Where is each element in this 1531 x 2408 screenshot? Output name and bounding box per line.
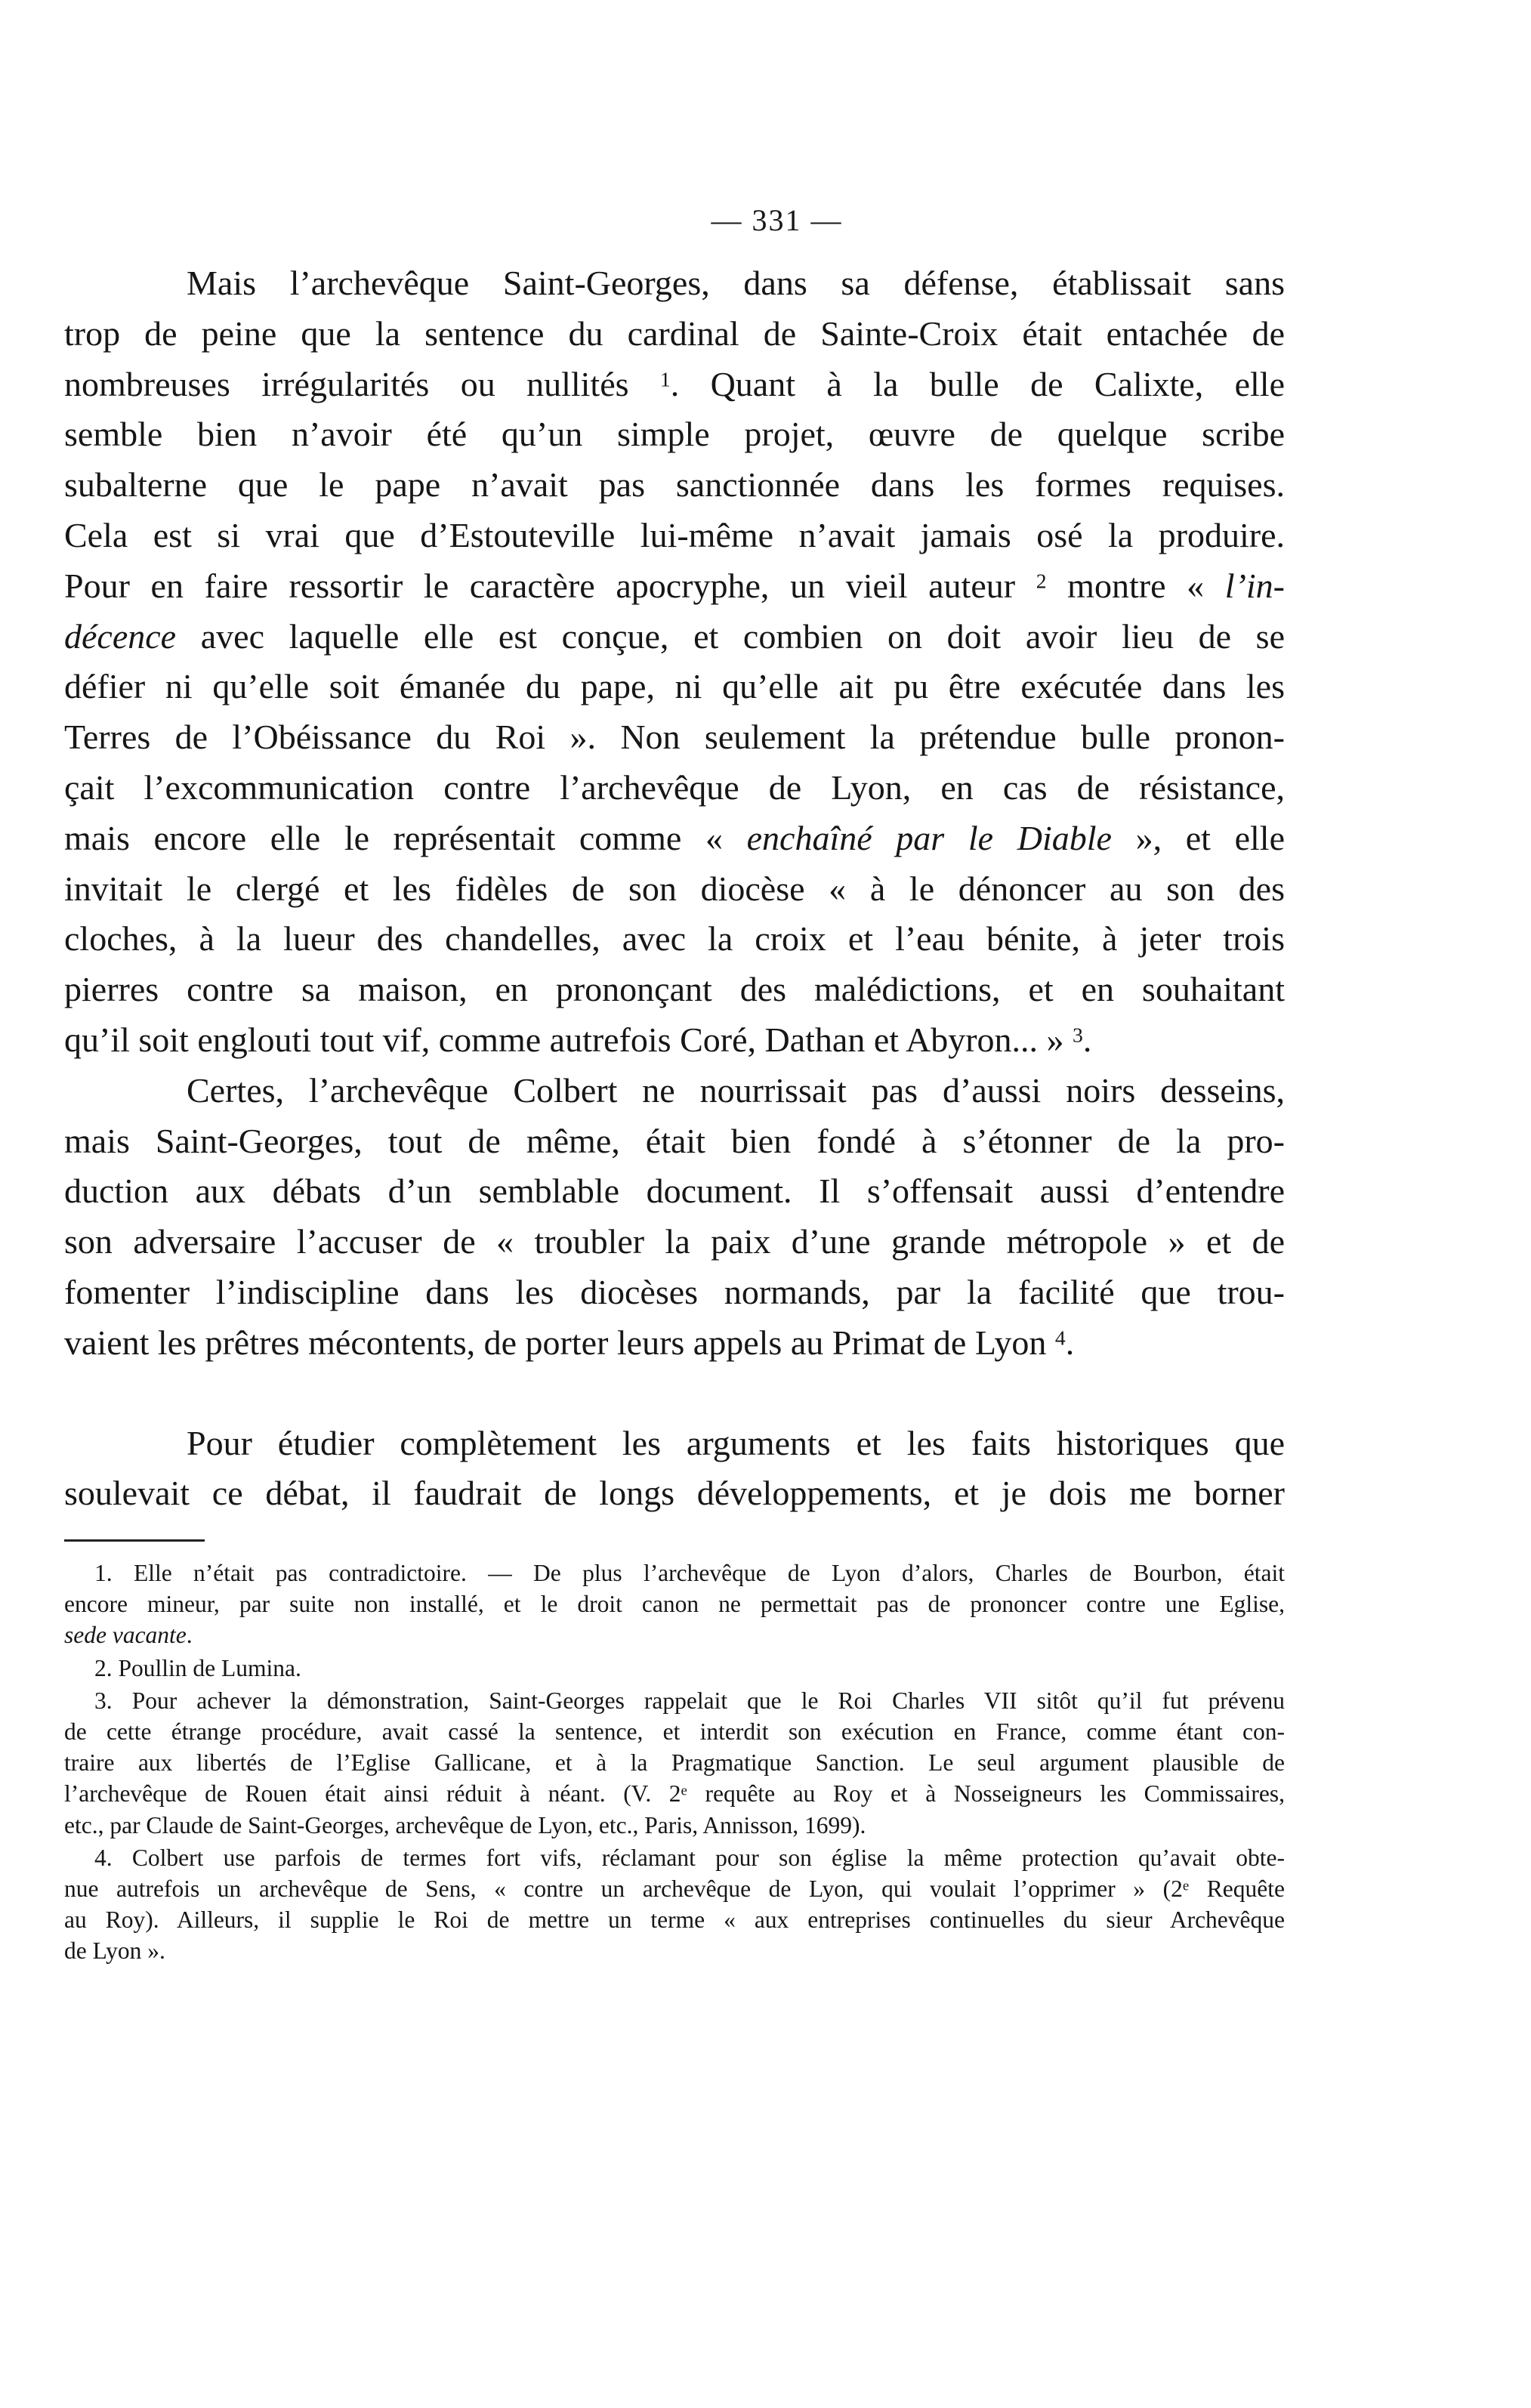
footnote-line — [64, 1935, 1285, 1966]
footnote-line — [64, 1810, 1285, 1841]
footnote-line — [64, 1842, 1285, 1873]
text-line — [64, 1267, 1285, 1318]
italic-text: décence — [64, 616, 177, 656]
text-run: fomenter l’indiscipline dans les diocèses normands, par la facilité que trou- — [64, 1272, 1285, 1311]
text-run: 1. Elle n’était pas contradictoire. — De plus l’archevêque de Lyon d’alors, Charles de Bourbon, était — [94, 1560, 1285, 1586]
paragraph — [64, 1066, 1285, 1369]
footnote — [64, 1685, 1285, 1841]
italic-text: l’in- — [1224, 566, 1285, 605]
text-run: subalterne que le pape n’avait pas sanctionnée dans les formes requises. — [64, 465, 1285, 505]
text-run: Cela est si vrai que d’Estouteville lui-même n’avait jamais osé la produire. — [64, 515, 1285, 554]
text-line — [64, 612, 1285, 662]
text-run: . — [1082, 1020, 1092, 1059]
footnote — [64, 1557, 1285, 1651]
text-line — [64, 1116, 1285, 1167]
text-line — [64, 813, 1285, 864]
text-line — [64, 712, 1285, 763]
text-line — [64, 914, 1285, 965]
text-run: duction aux débats d’un semblable document. Il s’offensait aussi d’entendre — [64, 1172, 1285, 1211]
footnote-line — [64, 1747, 1285, 1778]
footnote-line — [64, 1619, 1285, 1650]
paragraph — [64, 1419, 1285, 1520]
text-run: Certes, l’archevêque Colbert ne nourrissait pas d’aussi noirs desseins, — [187, 1070, 1285, 1110]
footnote-rule — [64, 1539, 205, 1542]
text-run: », et elle — [1111, 818, 1285, 857]
footnote-line — [64, 1904, 1285, 1935]
text-run: etc., par Claude de Saint-Georges, archevêque de Lyon, etc., Paris, Annisson, 1699). — [64, 1811, 866, 1838]
text-run: 4. Colbert use parfois de termes fort vifs, réclamant pour son église la même protection qu’avait obte- — [94, 1844, 1285, 1871]
text-run: pierres contre sa maison, en prononçant des malédictions, et en souhaitant — [64, 970, 1285, 1009]
text-run: Pour étudier complètement les arguments et les faits historiques que — [187, 1423, 1285, 1462]
text-line — [64, 1217, 1285, 1267]
text-run: . Quant à la bulle de Calixte, elle — [670, 364, 1285, 403]
footnote-line — [64, 1685, 1285, 1716]
text-run: çait l’excommunication contre l’archevêque de Lyon, en cas de résistance, — [64, 767, 1285, 807]
text-run: nue autrefois un archevêque de Sens, « contre un archevêque de Lyon, qui voulait l’opprimer » (2 — [64, 1875, 1183, 1902]
footnote — [64, 1653, 1285, 1684]
text-run: montre « — [1046, 566, 1225, 605]
text-run: cloches, à la lueur des chandelles, avec la croix et l’eau bénite, à jeter trois — [64, 919, 1285, 959]
text-line — [64, 1318, 1285, 1369]
text-run: encore mineur, par suite non installé, et le droit canon ne permettait pas de prononcer contre une Eglise, — [64, 1591, 1285, 1618]
text-run: requête au Roy et à Nosseigneurs les Commissaires, — [687, 1780, 1285, 1808]
footnote-line — [64, 1716, 1285, 1747]
body-text — [64, 258, 1285, 1519]
text-run: Mais l’archevêque Saint-Georges, dans sa défense, établissait sans — [187, 264, 1285, 302]
footnotes — [64, 1556, 1285, 1966]
footnote-ref[interactable]: e — [681, 1783, 687, 1799]
text-run: invitait le clergé et les fidèles de son diocèse « à le dénoncer au son des — [64, 869, 1285, 908]
text-run: traire aux libertés de l’Eglise Gallicane, et à la Pragmatique Sanction. Le seul argument plausible de — [64, 1749, 1285, 1777]
footnote-ref[interactable]: 2 — [1036, 569, 1047, 593]
text-run: l’archevêque de Rouen était ainsi réduit à néant. (V. 2 — [64, 1780, 681, 1808]
text-line — [64, 460, 1285, 511]
footnote-ref[interactable]: e — [1182, 1878, 1190, 1894]
page-number: — 331 — — [711, 203, 843, 237]
text-line — [64, 561, 1285, 612]
italic-text: sede vacante — [64, 1622, 187, 1649]
footnote-ref[interactable]: 4 — [1054, 1326, 1066, 1350]
text-line — [64, 1066, 1285, 1116]
italic-text: enchaîné par le Diable — [746, 818, 1112, 857]
footnote-line — [64, 1653, 1285, 1684]
text-run: . — [1065, 1323, 1075, 1362]
text-run: de cette étrange procédure, avait cassé la sentence, et interdit son exécution en France, comme étant con- — [64, 1718, 1285, 1745]
text-line — [64, 1015, 1285, 1066]
text-run: défier ni qu’elle soit émanée du pape, ni qu’elle ait pu être exécutée dans les — [64, 667, 1285, 706]
text-line — [64, 864, 1285, 915]
footnote-line — [64, 1778, 1285, 1809]
text-line — [64, 662, 1285, 712]
footnote — [64, 1842, 1285, 1967]
text-run: au Roy). Ailleurs, il supplie le Roi de mettre un terme « aux entreprises continuelles du sieur Archevêque — [64, 1906, 1285, 1934]
text-run: qu’il soit englouti tout vif, comme autrefois Coré, Dathan et Abyron... » — [64, 1020, 1073, 1059]
footnote-line — [64, 1588, 1285, 1619]
text-run: 2. Poullin de Lumina. — [94, 1654, 301, 1681]
text-line — [64, 1419, 1285, 1469]
text-run: avec laquelle elle est conçue, et combien on doit avoir lieu de se — [176, 616, 1285, 656]
text-run: vaient les prêtres mécontents, de porter leurs appels au Primat de Lyon — [64, 1323, 1055, 1362]
text-run: trop de peine que la sentence du cardinal de Sainte-Croix était entachée de — [64, 313, 1285, 353]
text-run: mais encore elle le représentait comme « — [64, 818, 747, 857]
text-run: soulevait ce débat, il faudrait de longs développements, et je dois me borner — [64, 1474, 1285, 1513]
text-run: 3. Pour achever la démonstration, Saint-Georges rappelait que le Roi Charles VII sitôt qu’il fut prévenu — [94, 1687, 1285, 1714]
text-line — [64, 763, 1285, 813]
footnote-ref[interactable]: 1 — [659, 367, 671, 391]
text-run: mais Saint-Georges, tout de même, était bien fondé à s’étonner de la pro- — [64, 1121, 1285, 1160]
footnote-line — [64, 1557, 1285, 1588]
text-line — [64, 1166, 1285, 1217]
text-line — [64, 258, 1285, 309]
text-run: . — [186, 1622, 193, 1649]
text-line — [64, 309, 1285, 360]
text-run: Pour en faire ressortir le caractère apocryphe, un vieil auteur — [64, 566, 1036, 605]
text-run: Terres de l’Obéissance du Roi ». Non seulement la prétendue bulle pronon- — [64, 718, 1285, 757]
text-run: son adversaire l’accuser de « troubler la paix d’une grande métropole » et de — [64, 1222, 1285, 1261]
text-line — [64, 511, 1285, 561]
paragraph — [64, 258, 1285, 1066]
text-line — [64, 409, 1285, 460]
text-run: nombreuses irrégularités ou nullités — [64, 364, 660, 403]
text-run: Requête — [1189, 1875, 1285, 1902]
text-run: de Lyon ». — [64, 1937, 165, 1965]
text-line — [64, 1468, 1285, 1519]
footnote-ref[interactable]: 3 — [1073, 1023, 1083, 1047]
footnote-line — [64, 1873, 1285, 1904]
text-line — [64, 360, 1285, 410]
text-run: semble bien n’avoir été qu’un simple projet, œuvre de quelque scribe — [64, 415, 1285, 454]
text-line — [64, 965, 1285, 1015]
